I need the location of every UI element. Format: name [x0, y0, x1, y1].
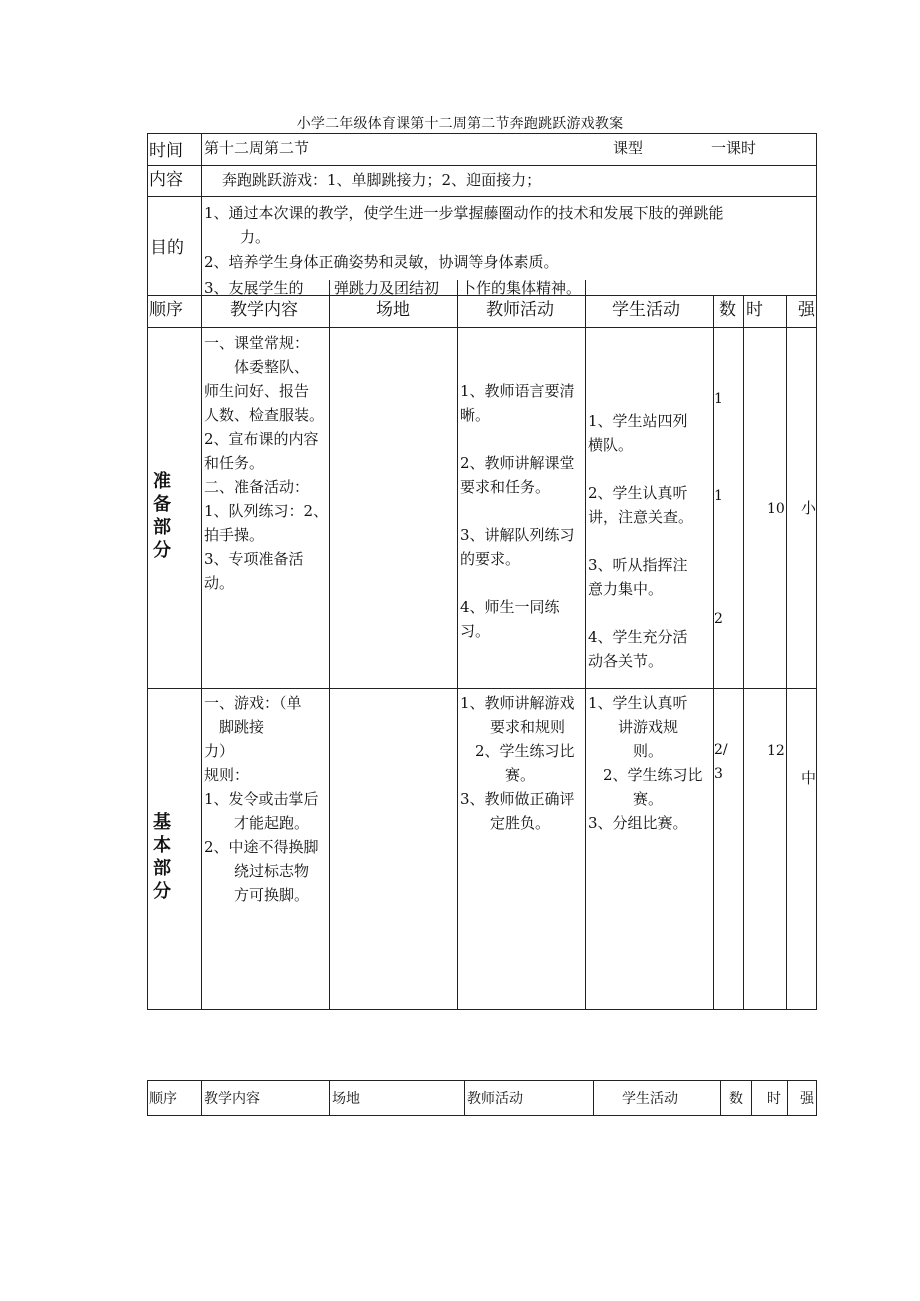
table2-header-order: 顺序 [149, 1091, 177, 1107]
table2-header-content: 教学内容 [204, 1091, 260, 1107]
table-border-top [147, 133, 817, 134]
goal-line-3b: 弹跳力及团结初 [334, 279, 440, 297]
prep-count-3: 2 [714, 611, 723, 627]
prep-teacher: 1、教师语言要清 晰。 2、教师讲解课堂 要求和任务。 3、讲解队列练习 的要求。 4、师生一同练习。 [460, 382, 575, 640]
table2-col-line-4 [593, 1080, 594, 1116]
row-line-prep [147, 327, 817, 328]
prep-time: 10 [767, 501, 785, 517]
prep-count-1: 1 [714, 391, 723, 407]
prep-content: 一、课堂常规： 体委整队、 师生问好、报告 人数、检查服装。 2、宣布课的内容 和任务。 二、准备活动： 1、队列练习：2、 拍手操。 3、专项准备活动。 [204, 334, 329, 592]
basic-teacher: 1、教师讲解游戏 要求和规则 2、学生练习比 赛。 3、教师做正确评 定胜负。 [460, 694, 575, 832]
content-label: 内容 [149, 170, 183, 190]
table2-col-line-2 [329, 1080, 330, 1116]
document-title: 小学二年级体育课第十二周第二节奔跑跳跃游戏教案 [296, 116, 624, 132]
table2-header-teacher: 教师活动 [467, 1091, 523, 1107]
col-header-content: 教学内容 [230, 300, 298, 320]
row-line-content [147, 165, 817, 166]
table2-header-venue: 场地 [332, 1091, 360, 1107]
table-border-left [147, 133, 148, 1010]
prep-count-2: 1 [714, 488, 723, 504]
table2-border-top [147, 1080, 817, 1081]
goal-line-3a: 3、友展学生的 [204, 279, 304, 297]
table2-border-right [816, 1080, 817, 1116]
goal-line-1b: 力。 [240, 228, 271, 246]
row-line-basic [147, 688, 817, 689]
table2-border-bottom [147, 1115, 817, 1116]
col-header-student: 学生活动 [612, 300, 680, 320]
table2-col-line-6 [751, 1080, 752, 1116]
goal-label: 目的 [150, 238, 184, 258]
table2-col-line-5 [720, 1080, 721, 1116]
time-label: 时间 [149, 141, 183, 161]
basic-count: 2/ 3 [714, 742, 728, 782]
col-header-venue: 场地 [376, 300, 410, 320]
table2-col-line-7 [787, 1080, 788, 1116]
basic-intensity: 中 [801, 769, 817, 787]
table-border-bottom [147, 1009, 817, 1010]
basic-section-label: 基本部分 [153, 812, 171, 902]
table-border-right [816, 133, 817, 1010]
prep-intensity: 小 [801, 499, 817, 517]
goal-line-3c: 卜作的集体精神。 [461, 279, 582, 297]
type-value: 一课时 [711, 139, 757, 157]
col-line-count [743, 295, 744, 1010]
col-line-venue [457, 280, 458, 1010]
col-header-teacher: 教师活动 [486, 300, 554, 320]
table2-header-count: 数 [729, 1091, 743, 1107]
goal-line-2: 2、培养学生身体正确姿势和灵敏，协调等身体素质。 [204, 253, 559, 271]
col-header-order: 顺序 [149, 300, 183, 320]
basic-student: 1、学生认真听 讲游戏规 则。 2、学生练习比 赛。 3、分组比赛。 [588, 694, 703, 832]
row-line-goal [147, 196, 817, 197]
table2-header-intensity: 强 [800, 1091, 814, 1107]
col-header-time: 时 [746, 300, 763, 320]
table2-col-line-1 [201, 1080, 202, 1116]
col-line-time [786, 295, 787, 1010]
type-label: 课型 [613, 139, 644, 157]
col-header-intensity: 强 [798, 300, 815, 320]
table2-header-time: 时 [767, 1091, 781, 1107]
prep-section-label: 准备部分 [153, 471, 171, 561]
basic-time: 12 [767, 743, 785, 759]
goal-line-1a: 1、通过本次课的教学，使学生进一步掌握藤圈动作的技术和发展下肢的弹跳能 [204, 204, 724, 222]
time-value: 第十二周第二节 [204, 139, 310, 157]
table2-col-line-3 [464, 1080, 465, 1116]
prep-student: 1、学生站四列 横队。 2、学生认真听 讲，注意关查。 3、听从指挥注 意力集中。 4、学生充分活 动各关节。 [588, 412, 694, 670]
content-value: 奔跑跳跃游戏：1、单脚跳接力；2、迎面接力； [222, 171, 542, 189]
table2-header-student: 学生活动 [622, 1091, 678, 1107]
basic-content: 一、游戏：（单 脚跳接 力） 规则： 1、发令或击掌后 才能起跑。 2、中途不得换脚 绕过标志物 方可换脚。 [204, 694, 319, 904]
col-header-count: 数 [719, 300, 736, 320]
col-line-order [201, 133, 202, 1010]
table2-border-left [147, 1080, 148, 1116]
